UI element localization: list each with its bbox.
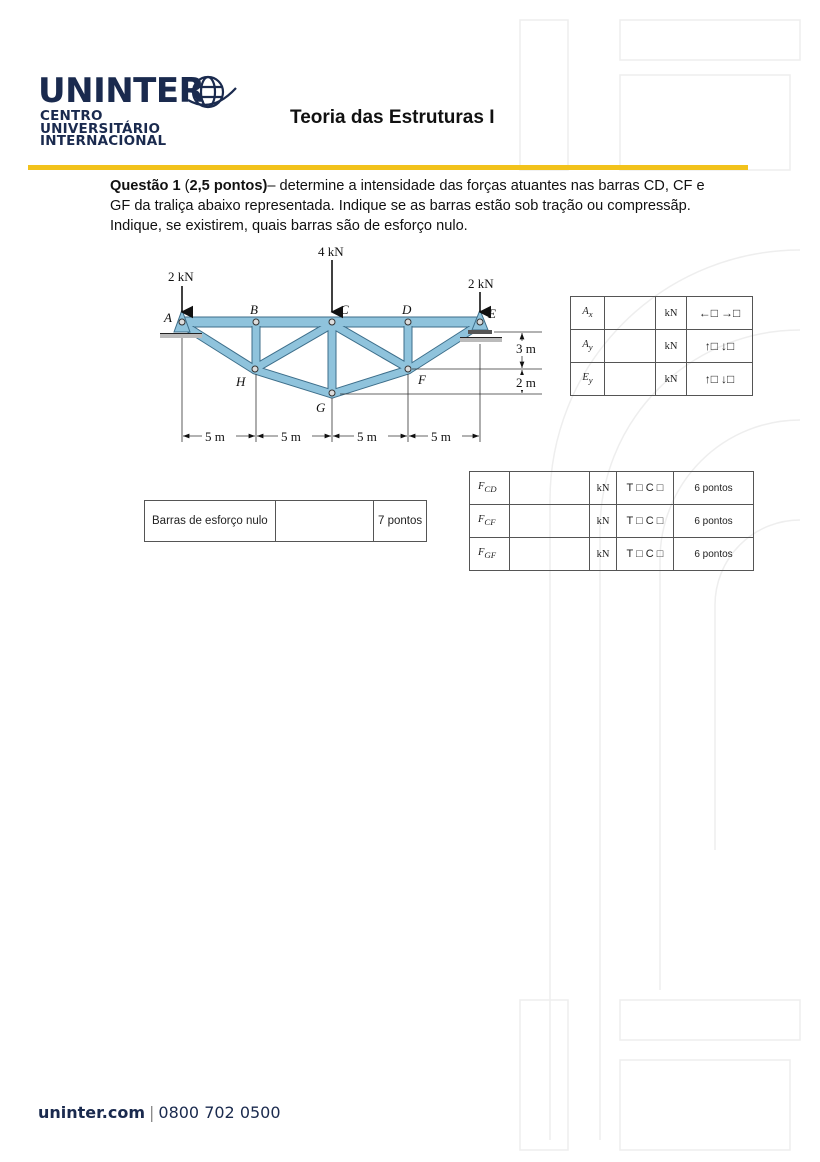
height-label-3m: 3 m xyxy=(516,341,536,356)
footer-contact xyxy=(38,1103,281,1122)
table-row xyxy=(145,501,427,542)
force-cd-input[interactable] xyxy=(510,472,590,505)
footer-separator: | xyxy=(149,1103,155,1122)
reaction-unit: kN xyxy=(656,297,687,330)
points-label: 7 pontos xyxy=(374,501,427,542)
table-row xyxy=(470,505,754,538)
node-label-c: C xyxy=(340,302,349,317)
node-label-f: F xyxy=(418,372,426,387)
question-text: Questão 1 (2,5 pontos)– determine a intensidade das forças atuantes nas barras CD, CF e GF da traliça abaixo representada. Indique se as barras estão sob tração ou compressãp. Indique, se existirem, quais barras são de esforço nulo. xyxy=(110,178,705,234)
tension-compression-checkboxes[interactable]: T □ C □ xyxy=(617,538,674,571)
question-label: Questão 1 xyxy=(110,178,181,194)
table-row xyxy=(470,538,754,571)
points-label: 6 pontos xyxy=(674,505,754,538)
load-label-e: 2 kN xyxy=(468,276,494,291)
span-label-3: 5 m xyxy=(357,429,377,444)
globe-icon xyxy=(186,74,238,110)
reaction-unit: kN xyxy=(656,363,687,396)
reaction-ay-input[interactable] xyxy=(605,330,656,363)
header-divider xyxy=(28,165,748,170)
reaction-symbol: $A_x$ xyxy=(571,297,605,330)
reaction-symbol: $A_y$ xyxy=(571,330,605,363)
reaction-ey-input[interactable] xyxy=(605,363,656,396)
null-bars-label: Barras de esforço nulo xyxy=(145,501,276,542)
force-unit: kN xyxy=(590,505,617,538)
footer-phone: 0800 702 0500 xyxy=(158,1103,281,1122)
node-label-a: A xyxy=(164,310,172,325)
reactions-table xyxy=(570,296,753,396)
reaction-symbol: $E_y$ xyxy=(571,363,605,396)
force-symbol: $F_{GF}$ xyxy=(470,538,510,571)
force-symbol: $F_{CF}$ xyxy=(470,505,510,538)
question-points: 2,5 pontos) xyxy=(189,178,268,194)
table-row xyxy=(470,472,754,505)
table-row xyxy=(571,297,753,330)
reaction-direction-checkboxes[interactable]: ↑□ ↓□ xyxy=(687,330,753,363)
uninter-logo xyxy=(38,72,248,152)
span-label-1: 5 m xyxy=(205,429,225,444)
height-label-2m: 2 m xyxy=(516,375,536,390)
reaction-direction-checkboxes[interactable]: ←□ →□ xyxy=(687,297,753,330)
page-title: Teoria das Estruturas I xyxy=(290,107,495,128)
null-bars-table xyxy=(144,500,427,542)
load-label-a: 2 kN xyxy=(168,269,194,284)
node-label-d: D xyxy=(402,302,412,317)
span-label-2: 5 m xyxy=(281,429,301,444)
tension-compression-checkboxes[interactable]: T □ C □ xyxy=(617,472,674,505)
force-cf-input[interactable] xyxy=(510,505,590,538)
node-label-e: E xyxy=(488,306,496,321)
points-label: 6 pontos xyxy=(674,472,754,505)
points-label: 6 pontos xyxy=(674,538,754,571)
force-symbol: $F_{CD}$ xyxy=(470,472,510,505)
span-label-4: 5 m xyxy=(431,429,451,444)
force-unit: kN xyxy=(590,538,617,571)
question-body: – determine a intensidade das forças atuantes nas barras CD, CF e GF da traliça abaixo representada. Indique se as barras estão sob tração ou compressãp. Indique, se existirem, quais barras são de esforço nulo. xyxy=(110,178,705,234)
reaction-direction-checkboxes[interactable]: ↑□ ↓□ xyxy=(687,363,753,396)
force-gf-input[interactable] xyxy=(510,538,590,571)
table-row xyxy=(571,330,753,363)
reaction-ax-input[interactable] xyxy=(605,297,656,330)
node-label-h: H xyxy=(236,374,246,389)
tension-compression-checkboxes[interactable]: T □ C □ xyxy=(617,505,674,538)
logo-subtitle: CENTRO UNIVERSITÁRIO INTERNACIONAL xyxy=(40,108,167,149)
node-label-b: B xyxy=(250,302,258,317)
force-unit: kN xyxy=(590,472,617,505)
truss-diagram xyxy=(150,238,550,448)
null-bars-input[interactable] xyxy=(276,501,374,542)
footer-site: uninter.com xyxy=(38,1103,145,1122)
node-label-g: G xyxy=(316,400,326,415)
table-row xyxy=(571,363,753,396)
load-label-c: 4 kN xyxy=(318,244,344,259)
reaction-unit: kN xyxy=(656,330,687,363)
member-forces-table xyxy=(469,471,754,571)
logo-wordmark: UNINTER xyxy=(38,71,205,111)
